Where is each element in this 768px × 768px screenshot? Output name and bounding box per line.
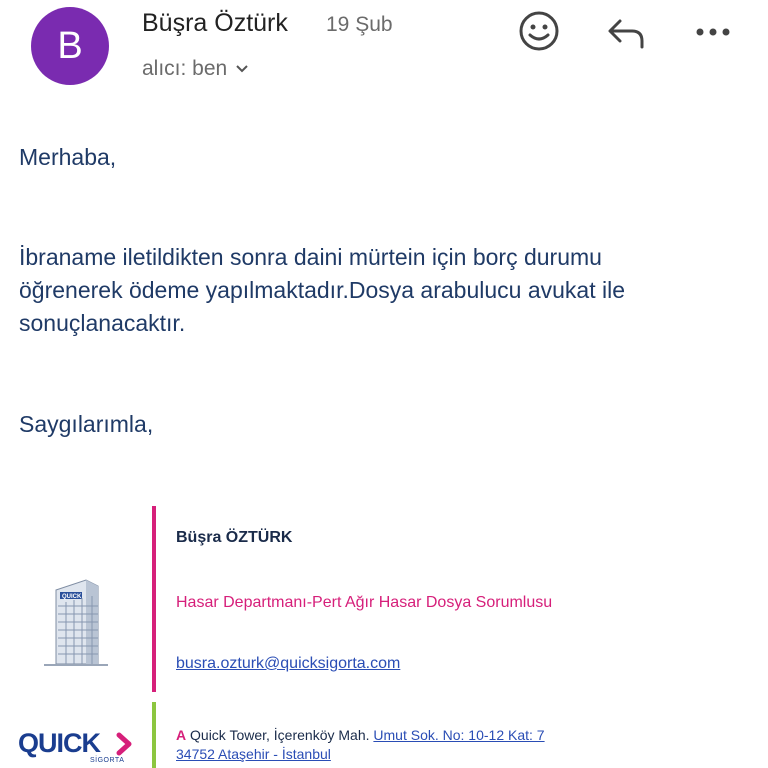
signature-name: Büşra ÖZTÜRK [176, 529, 293, 546]
address-link[interactable]: Umut Sok. No: 10-12 Kat: 7 [373, 727, 545, 743]
recipient-label: alıcı: ben [142, 57, 228, 80]
logo-text: QUICK [18, 728, 100, 758]
sender-name[interactable]: Büşra Öztürk [142, 9, 288, 37]
logo-arrow-icon [116, 732, 134, 756]
address-marker: A [176, 727, 187, 743]
chevron-down-icon [235, 64, 249, 74]
signature-address [176, 726, 596, 764]
reply-arrow-icon [606, 15, 646, 51]
email-closing: Saygılarımla, [19, 411, 154, 437]
smiley-face-icon [518, 10, 560, 52]
address-link[interactable]: 34752 Ataşehir - İstanbul [176, 746, 331, 762]
signature-email-link[interactable]: busra.ozturk@quicksigorta.com [176, 655, 401, 672]
paragraph-line: İbraname iletildikten sonra daini mürtein için borç durumu [19, 244, 602, 270]
more-options-button[interactable] [693, 12, 733, 52]
signature-divider-green [152, 702, 156, 768]
message-header [0, 0, 768, 100]
quick-sigorta-logo [18, 728, 138, 768]
avatar-letter: B [57, 24, 83, 67]
email-greeting: Merhaba, [19, 144, 117, 170]
building-icon [40, 576, 112, 672]
email-paragraph [19, 241, 759, 340]
paragraph-line: öğrenerek ödeme yapılmaktadır.Dosya arabulucu avukat ile [19, 277, 626, 303]
reply-button[interactable] [605, 12, 647, 54]
recipient-toggle[interactable] [142, 57, 249, 81]
emoji-reaction-button[interactable] [518, 10, 560, 52]
signature-divider-pink [152, 506, 156, 692]
paragraph-line: sonuçlanacaktır. [19, 310, 186, 336]
message-date: 19 Şub [326, 13, 393, 36]
logo-subtitle: SİGORTA [90, 757, 125, 764]
address-text: Quick Tower, İçerenköy Mah. [190, 727, 370, 743]
more-horizontal-icon [695, 27, 731, 37]
signature-title: Hasar Departmanı-Pert Ağır Hasar Dosya Sorumlusu [176, 594, 553, 611]
building-label: QUICK [62, 594, 82, 600]
sender-avatar[interactable] [31, 7, 109, 85]
